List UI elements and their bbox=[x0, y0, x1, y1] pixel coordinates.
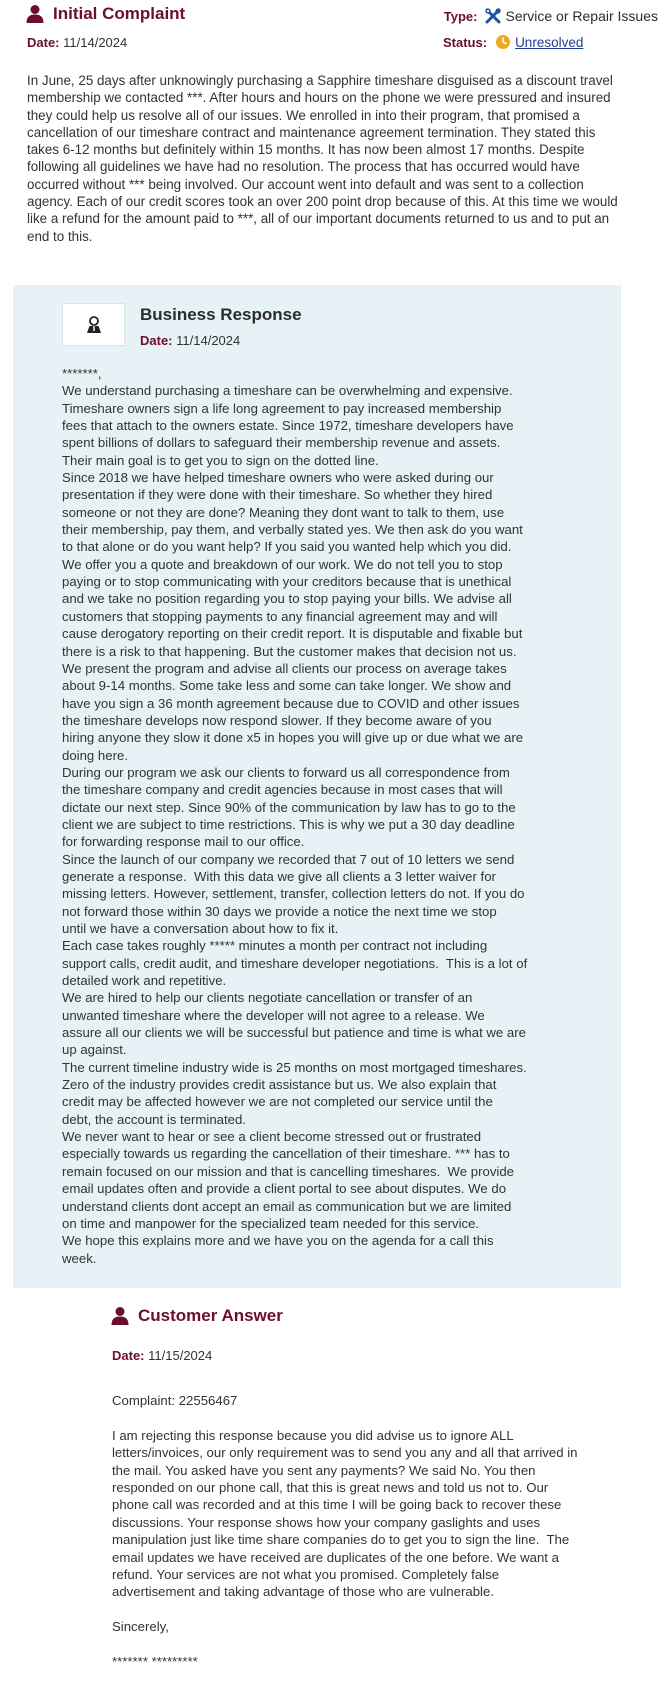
customer-answer-header bbox=[110, 1306, 283, 1326]
complaint-body: In June, 25 days after unknowingly purchasing a Sapphire timeshare disguised as a discount travel membership we contacted ***. After hours and hours on the phone we were pressured and insured they could help us resolve all of our issues. We enrolled in into their program, that promised a cancellation of our timeshare contract and maintenance agreement termination. They stated this takes 6-12 months but definitely within 15 months. It has now been almost 17 months. Despite following all guidelines we have had no resolution. The process that has occurred would have occurred without *** being involved. Our account went into default and was sent to a collection agency. Each of our credit scores took an over 200 point drop because of this. At this time we would like a refund for the amount paid to ***, all of our important documents returned to us and to put an end to this. bbox=[27, 73, 618, 244]
initial-complaint-header bbox=[25, 4, 185, 24]
customer-answer-date bbox=[112, 1348, 212, 1363]
complaint-type bbox=[444, 8, 658, 24]
business-response-title: Business Response bbox=[140, 305, 302, 324]
status-link[interactable]: Unresolved bbox=[515, 34, 584, 50]
date-label: Date: bbox=[27, 35, 60, 50]
date-label: Date: bbox=[140, 333, 173, 348]
type-value: Service or Repair Issues bbox=[505, 8, 658, 24]
status-label: Status: bbox=[443, 34, 488, 50]
status-clock-icon bbox=[495, 34, 511, 50]
date-label: Date: bbox=[112, 1348, 145, 1363]
customer-answer-body: Complaint: 22556467 I am rejecting this response because you did advise us to ignore ALL letters/invoices, our only requirement was to send you any and all that arrived in the mail. You asked have you sent any payments? We said No. You then responded on our phone call, that this is great news and told us not to. Our phone call was recorded and at this time I will be going back to recover these discussions. Your response shows how your company gaslights and uses manipulation just like time share companies do to get you to sign the line. The email updates we have received are duplicates of the one before. We want a refund. Your services are not what you promised. Completely false advertisement and taking advantage of those who are vulnerable. Sincerely, ******* ********* bbox=[112, 1393, 578, 1670]
date-value: 11/15/2024 bbox=[148, 1348, 213, 1363]
person-icon bbox=[25, 4, 45, 24]
date-value: 11/14/2024 bbox=[63, 35, 128, 50]
tools-icon bbox=[485, 8, 501, 24]
date-value: 11/14/2024 bbox=[176, 333, 241, 348]
person-icon bbox=[110, 1306, 130, 1326]
business-response-panel bbox=[13, 285, 621, 1288]
initial-complaint-title: Initial Complaint bbox=[53, 4, 186, 23]
complaint-status bbox=[443, 34, 583, 50]
business-response-date bbox=[140, 333, 240, 348]
business-logo-icon bbox=[86, 316, 102, 334]
type-label: Type: bbox=[443, 8, 478, 24]
business-logo bbox=[62, 303, 125, 346]
initial-complaint-date bbox=[27, 35, 127, 50]
customer-answer-title: Customer Answer bbox=[138, 1306, 283, 1325]
business-response-body: *******, We understand purchasing a timeshare can be overwhelming and expensive. Timeshare owners sign a life long agreement to pay increased membership fees that attach to the owners estate. Since 1972, timeshare developers have spent billions of dollars to safeguard their membership revenue and assets. Their main goal is to get you to sign on the dotted line. Since 2018 we have helped timeshare owners who were asked during our presentation if they were done with their timeshare. So whether they hired someone or not they are done? Meaning they dont want to talk to them, use their membership, pay them, and verbally stated yes. We then ask do you want to that alone or do you want help? If you said you wanted help which you did. We offer you a quote and breakdown of our work. We do not tell you to stop paying or to stop communicating with your creditors because that is unethical and we take no position regarding you to stop paying your bills. We advise all customers that stopping payments to any financial agreement may and will cause derogatory reporting on their credit report. It is disputable and fixable but there is a risk to that happening. But the customer makes that decision not us. We present the program and advise all clients our process on average takes about 9-14 months. Some take less and some can take longer. We show and have you sign a 36 month agreement because due to COVID and other issues the timeshare develops now respond slower. If they become aware of you hiring anyone they slow it done x5 in hopes you will give up or due what we are doing here. During our program we ask our clients to forward us all correspondence from the timeshare company and credit agencies because in most cases that will dictate our next step. Since 90% of the communication by law has to go to the client we are subject to time restrictions. This is why we put a 30 day deadline for forwarding response mail to our office. Since the launch of our company we recorded that 7 out of 10 letters we send generate a response. With this data we give all clients a 3 letter waiver for missing letters. However, settlement, transfer, collection letters do not. If you do not forward those within 30 days we provide a notice the next time we stop until we have a conversation about how to fix it. Each case takes roughly ***** minutes a month per contract not including support calls, credit audit, and timeshare developer negotiations. This is a lot of detailed work and repetitive. We are hired to help our clients negotiate cancellation or transfer of an unwanted timeshare where the developer will not agree to a release. We assure all our clients we will be successful but patience and time is what we are up against. The current timeline industry wide is 25 months on most mortgaged timeshares. Zero of the industry provides credit assistance but us. We also explain that credit may be affected however we are not completed our service until the debt, the account is terminated. We never want to hear or see a client become stressed out or frustrated especially towards us regarding the cancellation of their timeshare. *** has to remain focused on our mission and that is cancelling timeshares. We provide email updates often and provide a client portal to see about disputes. We do understand clients dont accept an email as communication but we are limited on time and manpower for the specialized team needed for this service. We hope this explains more and we have you on the agenda for a call this week. bbox=[62, 366, 528, 1266]
